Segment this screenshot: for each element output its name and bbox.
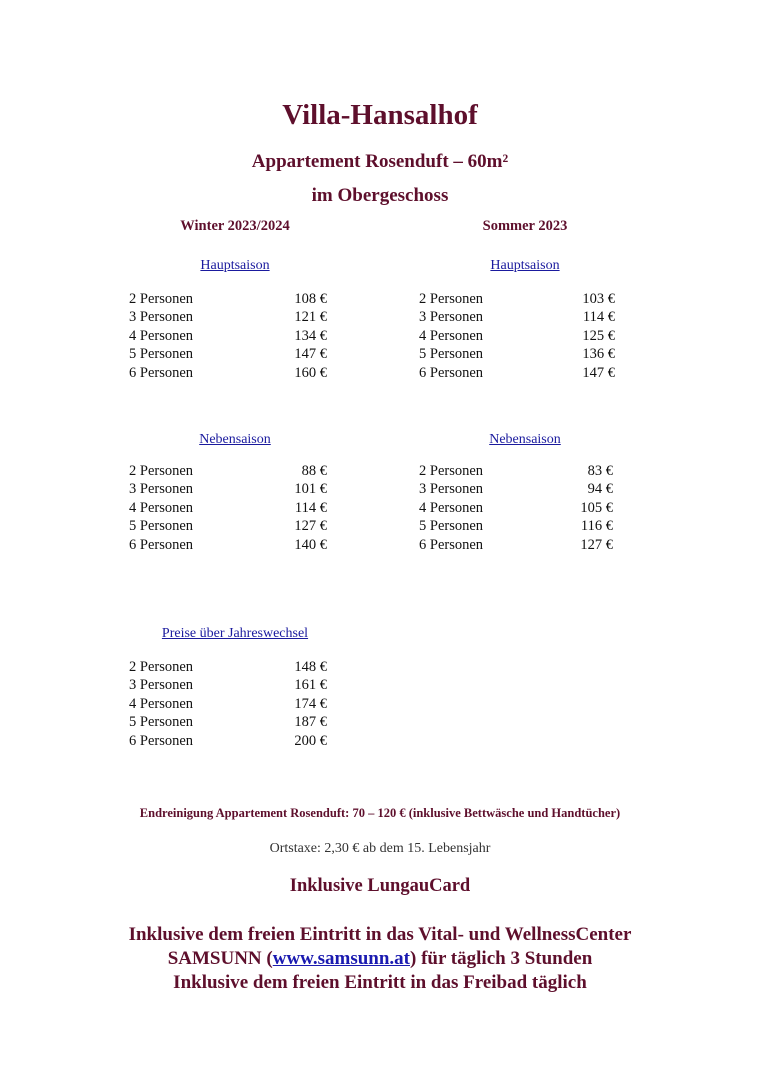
price-value: 125 € xyxy=(582,327,615,344)
price-value: 187 € xyxy=(294,714,327,731)
price-value: 200 € xyxy=(294,732,327,749)
price-row xyxy=(419,345,615,363)
persons-label: 2 Personen xyxy=(129,291,194,307)
persons-label: 6 Personen xyxy=(419,364,484,381)
persons-label: 5 Personen xyxy=(129,346,194,363)
persons-label: 5 Personen xyxy=(419,346,484,363)
samsunn-link[interactable]: www.samsunn.at xyxy=(272,948,410,969)
persons-label: 5 Personen xyxy=(129,518,194,535)
price-row xyxy=(129,713,327,731)
persons-label: 6 Personen xyxy=(129,732,194,749)
persons-label: 4 Personen xyxy=(129,695,194,712)
persons-label: 6 Personen xyxy=(129,364,194,381)
inclusive-line-1: Inklusive dem freien Eintritt in das Vital- und WellnessCenter xyxy=(128,924,632,945)
price-row xyxy=(129,536,327,554)
price-value: 148 € xyxy=(294,659,327,675)
inclusive-line-2-suffix: ) für täglich 3 Stunden xyxy=(410,948,593,969)
price-row xyxy=(129,290,327,308)
winter-hauptsaison-link[interactable]: Hauptsaison xyxy=(200,258,270,273)
price-row xyxy=(419,536,613,554)
persons-label: 5 Personen xyxy=(129,714,194,731)
price-row xyxy=(129,658,327,676)
price-value: 121 € xyxy=(294,309,327,326)
price-value: 136 € xyxy=(582,346,615,363)
price-row xyxy=(129,732,327,750)
summer-heading: Sommer 2023 xyxy=(482,218,568,234)
price-row xyxy=(129,499,327,517)
persons-label: 2 Personen xyxy=(419,463,484,479)
persons-label: 5 Personen xyxy=(419,518,484,535)
price-row xyxy=(419,517,613,535)
inclusive-notes xyxy=(0,923,760,995)
inclusive-line-2 xyxy=(0,947,760,971)
persons-label: 2 Personen xyxy=(419,291,484,307)
summer-hauptsaison-table xyxy=(419,290,615,382)
price-value: 114 € xyxy=(582,309,615,326)
winter-heading: Winter 2023/2024 xyxy=(180,218,290,234)
inclusive-line-3: Inklusive dem freien Eintritt in das Freibad täglich xyxy=(173,972,587,993)
price-row xyxy=(419,499,613,517)
persons-label: 3 Personen xyxy=(129,677,194,694)
price-value: 127 € xyxy=(580,536,613,553)
summer-hauptsaison-link[interactable]: Hauptsaison xyxy=(490,258,560,273)
price-row xyxy=(419,290,615,308)
apartment-floor: im Obergeschoss xyxy=(311,185,449,206)
persons-label: 3 Personen xyxy=(419,309,484,326)
price-value: 134 € xyxy=(294,327,327,344)
price-value: 160 € xyxy=(294,364,327,381)
summer-nebensaison-table xyxy=(419,462,613,554)
price-row xyxy=(129,480,327,498)
price-row xyxy=(419,480,613,498)
price-row xyxy=(129,695,327,713)
apartment-name: Appartement Rosenduft – 60m² xyxy=(251,151,509,172)
price-value: 103 € xyxy=(582,291,615,307)
price-value: 88 € xyxy=(301,463,327,479)
price-row xyxy=(419,327,615,345)
price-row xyxy=(129,462,327,480)
price-value: 127 € xyxy=(294,518,327,535)
persons-label: 3 Personen xyxy=(129,309,194,326)
persons-label: 4 Personen xyxy=(129,327,194,344)
persons-label: 4 Personen xyxy=(419,327,484,344)
price-row xyxy=(129,345,327,363)
price-row xyxy=(419,462,613,480)
persons-label: 2 Personen xyxy=(129,659,194,675)
persons-label: 4 Personen xyxy=(419,499,484,516)
inclusive-line-2-prefix: SAMSUNN ( xyxy=(167,948,273,969)
price-row xyxy=(129,517,327,535)
price-value: 83 € xyxy=(587,463,613,479)
winter-nebensaison-table xyxy=(129,462,327,554)
price-value: 140 € xyxy=(294,536,327,553)
persons-label: 2 Personen xyxy=(129,463,194,479)
jahreswechsel-link[interactable]: Preise über Jahreswechsel xyxy=(161,626,309,641)
price-row xyxy=(129,364,327,382)
winter-hauptsaison-table xyxy=(129,290,327,382)
price-value: 101 € xyxy=(294,481,327,498)
persons-label: 3 Personen xyxy=(129,481,194,498)
persons-label: 6 Personen xyxy=(419,536,484,553)
persons-label: 4 Personen xyxy=(129,499,194,516)
page-title: Villa-Hansalhof xyxy=(282,99,478,131)
price-value: 114 € xyxy=(294,499,327,516)
price-value: 94 € xyxy=(587,481,613,498)
winter-nebensaison-link[interactable]: Nebensaison xyxy=(199,432,271,447)
price-value: 116 € xyxy=(580,518,613,535)
persons-label: 6 Personen xyxy=(129,536,194,553)
price-row xyxy=(419,364,615,382)
persons-label: 3 Personen xyxy=(419,481,484,498)
jahreswechsel-table xyxy=(129,658,327,750)
price-row xyxy=(419,308,615,326)
price-value: 108 € xyxy=(294,291,327,307)
lungaucard-note: Inklusive LungauCard xyxy=(289,876,471,896)
price-value: 174 € xyxy=(294,695,327,712)
price-row xyxy=(129,676,327,694)
price-row xyxy=(129,327,327,345)
cleaning-fee-note: Endreinigung Appartement Rosenduft: 70 – 120 € (inklusive Bettwäsche und Handtücher) xyxy=(139,806,621,820)
summer-nebensaison-link[interactable]: Nebensaison xyxy=(489,432,561,447)
price-value: 161 € xyxy=(294,677,327,694)
price-row xyxy=(129,308,327,326)
price-value: 105 € xyxy=(580,499,613,516)
tourist-tax-note: Ortstaxe: 2,30 € ab dem 15. Lebensjahr xyxy=(269,841,491,856)
price-value: 147 € xyxy=(582,364,615,381)
price-value: 147 € xyxy=(294,346,327,363)
